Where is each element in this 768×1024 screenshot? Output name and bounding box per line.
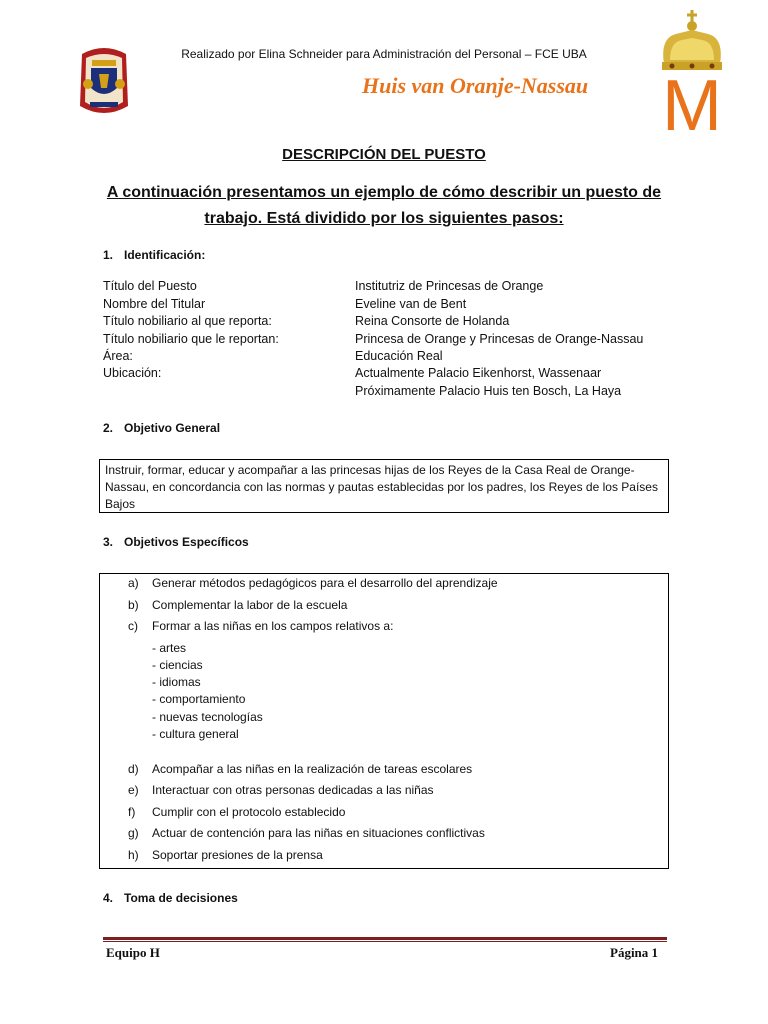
list-text: Soportar presiones de la prensa <box>152 848 323 862</box>
field-label: Título nobiliario que le reportan: <box>103 332 279 346</box>
sub-list-item: - comportamiento <box>152 692 246 706</box>
list-item <box>128 805 345 819</box>
field-value: Educación Real <box>355 349 443 363</box>
list-item <box>128 783 434 797</box>
list-letter: f) <box>128 805 136 819</box>
crown-monogram <box>656 8 728 132</box>
list-text: Complementar la labor de la escuela <box>152 598 348 612</box>
page-number: Página 1 <box>610 945 659 960</box>
sub-list-item: - artes <box>152 641 187 655</box>
field-label: Ubicación: <box>103 366 162 380</box>
list-text: Acompañar a las niñas en la realización de tareas escolares <box>152 762 473 776</box>
list-item <box>128 598 347 612</box>
section-identificacion-heading <box>103 248 205 262</box>
section-title: Toma de decisiones <box>124 891 238 905</box>
section-objetivo-general-heading <box>103 421 220 435</box>
section-objetivos-especificos-heading <box>103 535 249 549</box>
intro-text: A continuación presentamos un ejemplo de cómo describir un puesto de trabajo. Está dividido por los siguientes pasos: <box>106 184 662 227</box>
list-item <box>128 848 323 862</box>
house-title: Huis van Oranje-Nassau <box>362 73 589 98</box>
list-letter: g) <box>128 826 139 840</box>
footer-divider <box>103 937 667 940</box>
list-text: Formar a las niñas en los campos relativos a: <box>152 619 394 633</box>
list-item <box>128 826 485 840</box>
objetivo-general-box <box>99 459 669 513</box>
list-letter: b) <box>128 598 139 612</box>
field-label: Título del Puesto <box>103 279 197 293</box>
field-value: Institutriz de Princesas de Orange <box>355 279 544 293</box>
field-value: Actualmente Palacio Eikenhorst, Wassenaar <box>355 366 602 380</box>
objetivo-general-text: Instruir, formar, educar y acompañar a las princesas hijas de los Reyes de la Casa Real de Orange-Nassau, en concordancia con las normas y pautas establecidas por los padres, los Reyes de los Países Bajos <box>105 463 658 511</box>
list-item <box>128 762 472 776</box>
list-letter: d) <box>128 762 139 776</box>
field-value: Princesa de Orange y Princesas de Orange-Nassau <box>355 332 644 346</box>
list-letter: c) <box>128 619 138 633</box>
list-text: Generar métodos pedagógicos para el desarrollo del aprendizaje <box>152 576 498 590</box>
list-letter: h) <box>128 848 139 862</box>
section-number: 4. <box>103 891 114 905</box>
page-title: DESCRIPCIÓN DEL PUESTO <box>282 146 486 163</box>
field-value: Eveline van de Bent <box>355 297 467 311</box>
field-label: Nombre del Titular <box>103 297 206 311</box>
list-text: Interactuar con otras personas dedicadas a las niñas <box>152 783 434 797</box>
list-letter: e) <box>128 783 139 797</box>
monogram-letter: M <box>662 66 722 132</box>
list-text: Actuar de contención para las niñas en situaciones conflictivas <box>152 826 485 840</box>
sub-list-item: - ciencias <box>152 658 203 672</box>
field-value: Reina Consorte de Holanda <box>355 314 510 328</box>
field-label: Título nobiliario al que reporta: <box>103 314 272 328</box>
section-toma-decisiones-heading <box>103 891 238 905</box>
section-number: 3. <box>103 535 114 549</box>
crown-icon <box>656 8 728 132</box>
section-title: Objetivo General <box>124 421 221 435</box>
field-value: Próximamente Palacio Huis ten Bosch, La Haya <box>355 384 622 398</box>
section-number: 1. <box>103 248 114 262</box>
sub-list-item: - nuevas tecnologías <box>152 710 263 724</box>
sub-list-item: - idiomas <box>152 675 201 689</box>
header-credit: Realizado por Elina Schneider para Administración del Personal – FCE UBA <box>181 47 587 61</box>
list-item <box>128 619 393 633</box>
section-title: Identificación: <box>124 248 206 262</box>
list-letter: a) <box>128 576 139 590</box>
section-number: 2. <box>103 421 114 435</box>
list-item <box>128 576 498 590</box>
footer-divider-thin <box>103 941 667 942</box>
field-label: Área: <box>103 349 133 363</box>
coat-of-arms-icon <box>78 44 130 118</box>
section-title: Objetivos Específicos <box>124 535 249 549</box>
list-text: Cumplir con el protocolo establecido <box>152 805 346 819</box>
footer-left: Equipo H <box>106 945 160 960</box>
objetivos-especificos-box <box>99 573 669 869</box>
sub-list-item: - cultura general <box>152 727 239 741</box>
